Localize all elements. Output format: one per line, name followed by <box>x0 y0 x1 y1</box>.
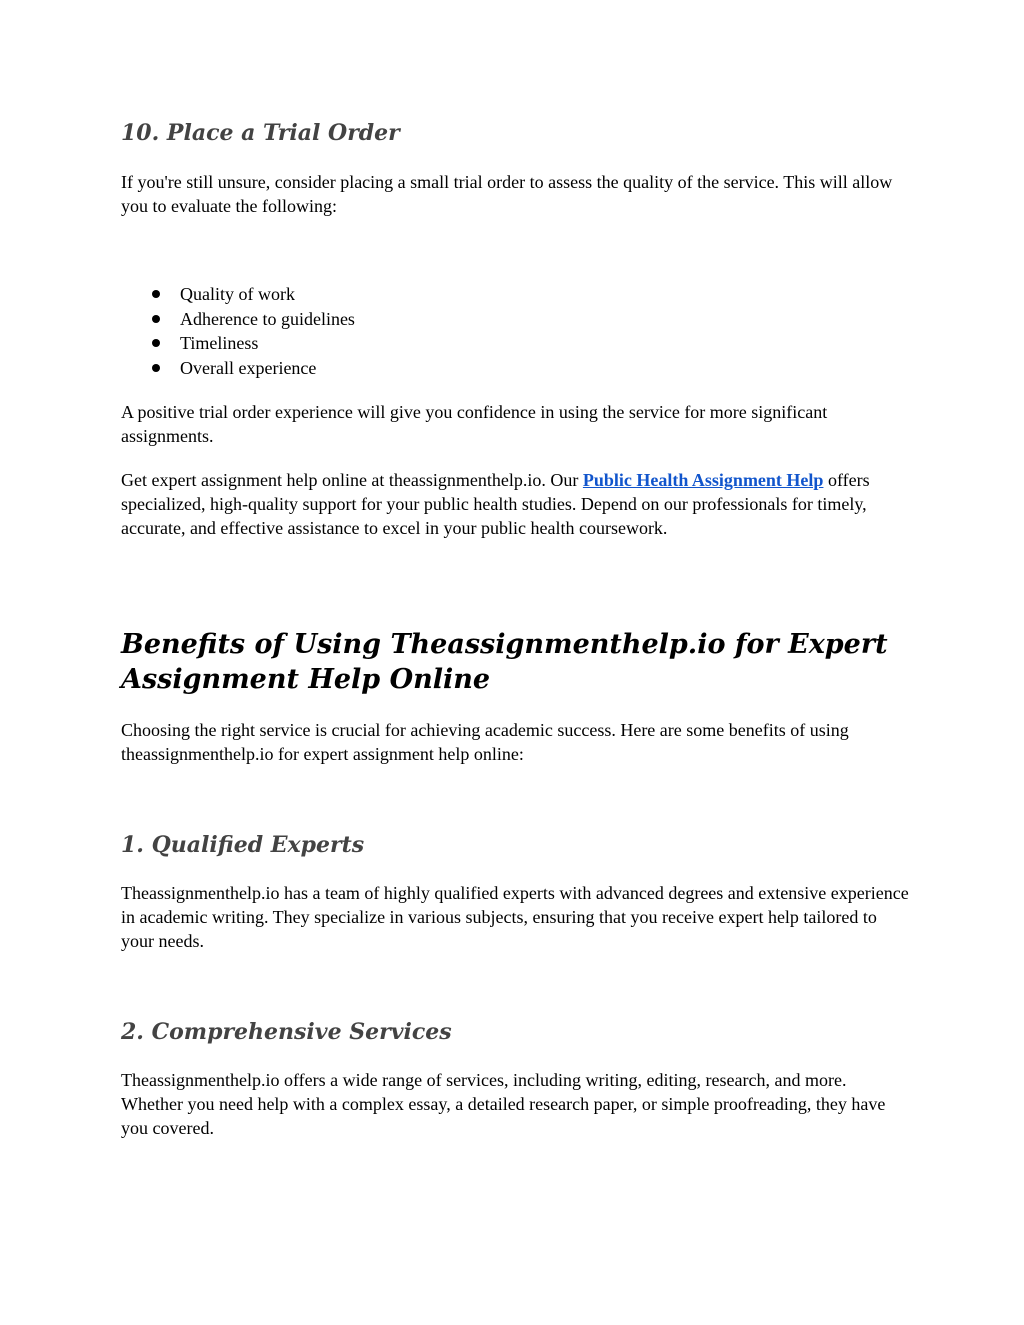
heading-qualified-experts: 1. Qualified Experts <box>121 832 365 858</box>
qualified-experts-body: Theassignmenthelp.io has a team of highly qualified experts with advanced degrees and extensive experience in academic writing. They specialize in various subjects, ensuring that you receive expert help tailored to your needs. <box>121 883 909 951</box>
bullet-icon <box>152 290 160 298</box>
heading-benefits: Benefits of Using Theassignmenthelp.io for Expert Assignment Help Online <box>121 629 888 695</box>
heading-trial-order: 10. Place a Trial Order <box>121 120 400 146</box>
promo-paragraph <box>121 468 911 540</box>
list-item <box>121 356 355 381</box>
promo-text-after: offers specialized, high-quality support for your public health studies. Depend on our professionals for timely, accurate, and effective assistance to excel in your public health coursework. <box>121 470 870 538</box>
bullet-icon <box>152 339 160 347</box>
bullet-text: Timeliness <box>180 333 259 353</box>
benefits-intro: Choosing the right service is crucial for achieving academic success. Here are some benefits of using theassignmenthelp.io for expert assignment help online: <box>121 720 849 764</box>
list-item <box>121 331 355 356</box>
bullet-text: Adherence to guidelines <box>180 308 355 329</box>
trial-order-bullet-list <box>121 282 355 380</box>
list-item <box>121 307 355 332</box>
trial-order-intro: If you're still unsure, consider placing a small trial order to assess the quality of the service. This will allow you to evaluate the following: <box>121 172 893 216</box>
list-item <box>121 282 355 307</box>
bullet-text: Overall experience <box>180 357 317 378</box>
bullet-icon <box>152 364 160 372</box>
heading-comprehensive-services: 2. Comprehensive Services <box>121 1019 452 1045</box>
public-health-assignment-help-link[interactable]: Public Health Assignment Help <box>582 470 824 490</box>
promo-text-before: Get expert assignment help online at theassignmenthelp.io. Our <box>121 470 583 490</box>
bullet-icon <box>152 315 160 323</box>
comprehensive-services-body: Theassignmenthelp.io offers a wide range of services, including writing, editing, research, and more. Whether you need help with a complex essay, a detailed research paper, or simple proofreading, they have you covered. <box>121 1070 886 1138</box>
bullet-text: Quality of work <box>180 284 295 304</box>
trial-order-conclusion: A positive trial order experience will give you confidence in using the service for more significant assignments. <box>121 402 828 446</box>
